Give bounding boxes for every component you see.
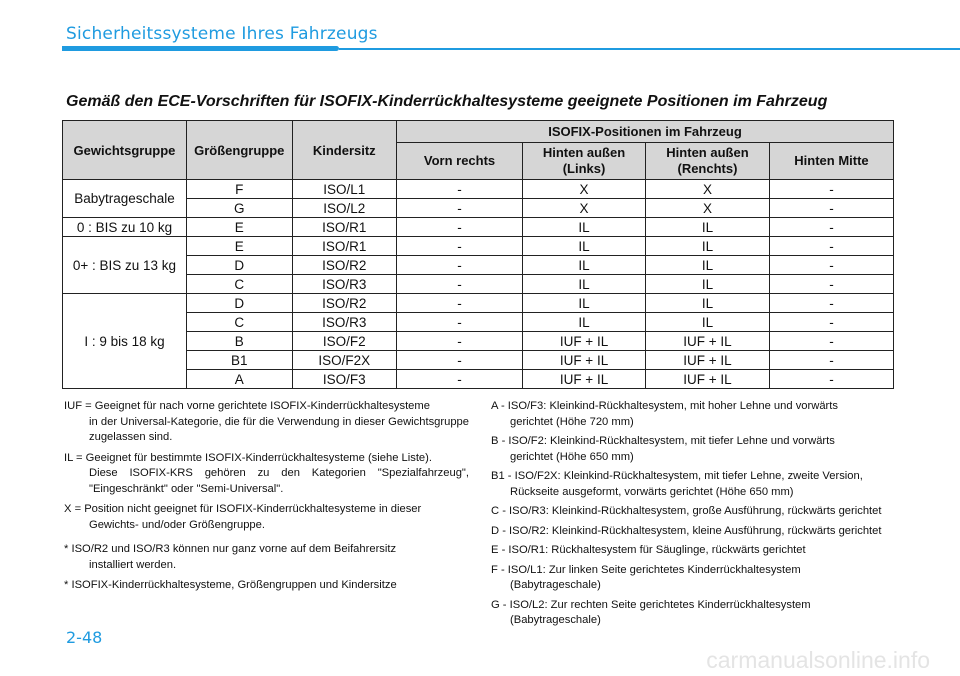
legend-note [491,399,896,430]
cell-kindersitz: ISO/R1 [292,237,397,256]
cell-groessengruppe: G [186,199,292,218]
cell-vorn-rechts: - [397,370,523,389]
header-gewichtsgruppe: Gewichtsgruppe [63,121,187,180]
cell-kindersitz: ISO/L2 [292,199,397,218]
legend-note [64,399,469,446]
cell-kindersitz: ISO/R2 [292,256,397,275]
cell-hinten-links: IUF + IL [523,332,646,351]
legend-note [64,578,469,594]
legend-note [64,542,469,573]
cell-kindersitz: ISO/R3 [292,313,397,332]
legend-note-continuation: gerichtet (Höhe 720 mm) [510,415,634,428]
cell-vorn-rechts: - [397,351,523,370]
cell-hinten-links: IUF + IL [523,370,646,389]
legend-note-continuation: in der Universal-Kategorie, die für die Verwendung in dieser Gewichtsgruppe zugelassen sind. [89,415,469,443]
cell-hinten-mitte: - [769,199,893,218]
header-hinten-links-line1: Hinten außen [542,145,626,160]
legend-note [491,469,896,500]
header-isofix-positions: ISOFIX-Positionen im Fahrzeug [397,121,894,143]
legend-notes-right [491,399,896,633]
cell-kindersitz: ISO/L1 [292,180,397,199]
legend-note-continuation: Gewichts- und/oder Größengruppe. [89,518,265,531]
cell-kindersitz: ISO/R1 [292,218,397,237]
cell-hinten-links: IL [523,313,646,332]
table-row [63,275,894,294]
legend-note-text: IL = Geeignet für bestimmte ISOFIX-Kinderrückhaltesysteme (siehe Liste). [64,451,432,464]
legend-note [491,543,896,559]
cell-groessengruppe: F [186,180,292,199]
legend-note-continuation: Diese ISOFIX-KRS gehören zu den Kategorien "Spezialfahrzeug", "Eingeschränkt" oder "Semi-Universal". [89,467,469,495]
cell-vorn-rechts: - [397,313,523,332]
cell-hinten-links: IL [523,218,646,237]
legend-note-text: E - ISO/R1: Rückhaltesystem für Säuglinge, rückwärts gerichtet [491,544,806,556]
cell-hinten-mitte: - [769,256,893,275]
cell-hinten-mitte: - [769,218,893,237]
cell-vorn-rechts: - [397,180,523,199]
chapter-title: Sicherheitssysteme Ihres Fahrzeugs [66,24,378,44]
cell-hinten-rechts: IL [645,313,769,332]
cell-vorn-rechts: - [397,218,523,237]
cell-groessengruppe: D [186,256,292,275]
header-vorn-rechts: Vorn rechts [397,143,523,180]
cell-hinten-links: IL [523,275,646,294]
legend-note [491,504,896,520]
legend-note-continuation: installiert werden. [89,558,177,571]
cell-groessengruppe: B [186,332,292,351]
table-row [63,351,894,370]
cell-gewichtsgruppe: 0 : BIS zu 10 kg [63,218,187,237]
cell-gewichtsgruppe: Babytrageschale [63,180,187,218]
cell-groessengruppe: C [186,275,292,294]
legend-note-text: A - ISO/F3: Kleinkind-Rückhaltesystem, mit hoher Lehne und vorwärts [491,400,838,412]
cell-hinten-rechts: IUF + IL [645,370,769,389]
table-row [63,237,894,256]
cell-hinten-links: IL [523,237,646,256]
chapter-accent-bar [62,46,339,51]
legend-note-text: B1 - ISO/F2X: Kleinkind-Rückhaltesystem, mit tiefer Lehne, zweite Version, [491,470,863,482]
legend-note-text: * ISO/R2 und ISO/R3 können nur ganz vorne auf dem Beifahrersitz [64,543,397,555]
page-number: 2-48 [66,628,103,647]
cell-vorn-rechts: - [397,199,523,218]
legend-note-text: D - ISO/R2: Kleinkind-Rückhaltesystem, kleine Ausführung, rückwärts gerichtet [491,524,882,537]
cell-kindersitz: ISO/F3 [292,370,397,389]
cell-hinten-links: X [523,180,646,199]
cell-hinten-links: X [523,199,646,218]
header-hinten-rechts-line1: Hinten außen [666,145,749,160]
chapter-rule-line [339,48,960,50]
header-hinten-rechts-line2: (Renchts) [677,161,738,176]
table-row [63,256,894,275]
cell-hinten-mitte: - [769,351,893,370]
cell-hinten-rechts: IL [645,218,769,237]
legend-note [64,502,469,533]
legend-note [491,434,896,465]
header-hinten-rechts [645,143,769,180]
cell-hinten-rechts: IL [645,256,769,275]
table-row [63,370,894,389]
cell-hinten-rechts: IUF + IL [645,351,769,370]
header-kindersitz: Kindersitz [292,121,397,180]
legend-note-text: * ISOFIX-Kinderrückhaltesysteme, Größengruppen und Kindersitze [64,579,397,591]
cell-vorn-rechts: - [397,256,523,275]
legend-note-text: F - ISO/L1: Zur linken Seite gerichtetes Kinderrückhaltesystem [491,563,801,576]
cell-kindersitz: ISO/F2 [292,332,397,351]
cell-vorn-rechts: - [397,237,523,256]
watermark: carmanualsonline.info [706,647,930,673]
table-row [63,199,894,218]
legend-note-text: G - ISO/L2: Zur rechten Seite gerichtetes Kinderrückhaltesystem [491,598,811,611]
table-row [63,313,894,332]
cell-hinten-links: IL [523,256,646,275]
cell-hinten-mitte: - [769,180,893,199]
legend-note-text: C - ISO/R3: Kleinkind-Rückhaltesystem, große Ausführung, rückwärts gerichtet [491,505,882,517]
legend-note [491,524,896,540]
header-hinten-mitte: Hinten Mitte [769,143,893,180]
cell-groessengruppe: C [186,313,292,332]
table-row [63,180,894,199]
legend-note-continuation: Rückseite ausgeformt, vorwärts gerichtet (Höhe 650 mm) [510,485,794,498]
section-heading: Gemäß den ECE-Vorschriften für ISOFIX-Kinderrückhaltesysteme geeignete Positionen im Fahrzeug [66,93,828,110]
legend-note [491,598,896,629]
cell-hinten-mitte: - [769,275,893,294]
cell-hinten-mitte: - [769,332,893,351]
cell-hinten-rechts: X [645,199,769,218]
table-row [63,332,894,351]
table-row [63,218,894,237]
legend-note [64,451,469,498]
cell-hinten-rechts: IL [645,237,769,256]
isofix-positions-table [62,120,894,389]
cell-kindersitz: ISO/R2 [292,294,397,313]
legend-note-text: IUF = Geeignet für nach vorne gerichtete ISOFIX-Kinderrückhaltesysteme [64,400,430,412]
cell-groessengruppe: D [186,294,292,313]
cell-vorn-rechts: - [397,275,523,294]
cell-groessengruppe: E [186,237,292,256]
cell-vorn-rechts: - [397,332,523,351]
cell-hinten-rechts: IL [645,294,769,313]
header-hinten-links-line2: (Links) [562,161,606,176]
cell-groessengruppe: E [186,218,292,237]
legend-note-continuation: gerichtet (Höhe 650 mm) [510,450,634,463]
cell-hinten-rechts: IL [645,275,769,294]
header-hinten-links [523,143,646,180]
cell-hinten-mitte: - [769,313,893,332]
legend-note-text: X = Position nicht geeignet für ISOFIX-Kinderrückhaltesysteme in dieser [64,503,422,515]
cell-hinten-mitte: - [769,294,893,313]
cell-groessengruppe: A [186,370,292,389]
cell-hinten-links: IUF + IL [523,351,646,370]
legend-notes-left [64,399,469,599]
legend-note-text: B - ISO/F2: Kleinkind-Rückhaltesystem, mit tiefer Lehne und vorwärts [491,435,835,447]
cell-gewichtsgruppe: I : 9 bis 18 kg [63,294,187,389]
legend-note [491,563,896,594]
cell-hinten-mitte: - [769,370,893,389]
cell-hinten-mitte: - [769,237,893,256]
header-groessengruppe: Größengruppe [186,121,292,180]
cell-vorn-rechts: - [397,294,523,313]
cell-gewichtsgruppe: 0+ : BIS zu 13 kg [63,237,187,294]
cell-hinten-rechts: X [645,180,769,199]
cell-hinten-links: IL [523,294,646,313]
table-row [63,294,894,313]
cell-kindersitz: ISO/F2X [292,351,397,370]
cell-hinten-rechts: IUF + IL [645,332,769,351]
legend-note-continuation: (Babytrageschale) [510,614,601,626]
legend-note-continuation: (Babytrageschale) [510,579,601,591]
cell-kindersitz: ISO/R3 [292,275,397,294]
cell-groessengruppe: B1 [186,351,292,370]
